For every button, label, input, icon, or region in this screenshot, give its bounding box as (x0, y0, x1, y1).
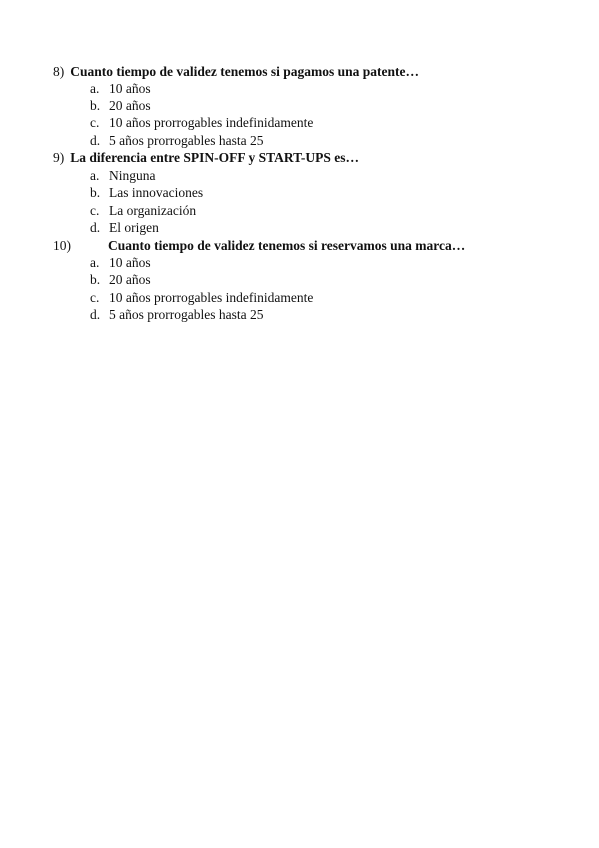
option-letter: b. (90, 98, 101, 113)
option-text: 10 años prorrogables indefinidamente (109, 290, 314, 305)
option-10d (90, 306, 263, 323)
question-text: La diferencia entre SPIN-OFF y START-UPS es… (70, 150, 360, 165)
option-9a (90, 167, 156, 184)
question-number: 8) (53, 64, 65, 79)
option-10b (90, 271, 151, 288)
option-8d (90, 132, 263, 149)
option-text: Ninguna (109, 168, 156, 183)
question-number: 9) (53, 150, 65, 165)
question-9 (53, 149, 359, 166)
option-letter: d. (90, 220, 101, 235)
option-letter: c. (90, 290, 100, 305)
option-text: 5 años prorrogables hasta 25 (109, 307, 264, 322)
option-text: 10 años prorrogables indefinidamente (109, 115, 314, 130)
option-text: 10 años (109, 81, 151, 96)
option-letter: c. (90, 115, 100, 130)
option-text: 5 años prorrogables hasta 25 (109, 133, 264, 148)
option-9d (90, 219, 159, 236)
option-letter: c. (90, 203, 100, 218)
option-letter: d. (90, 133, 101, 148)
option-8a (90, 80, 151, 97)
option-text: La organización (109, 203, 197, 218)
option-text: 20 años (109, 98, 151, 113)
option-9b (90, 184, 203, 201)
question-number: 10) (53, 238, 71, 253)
option-text: 10 años (109, 255, 151, 270)
option-text: El origen (109, 220, 159, 235)
option-letter: a. (90, 168, 100, 183)
option-letter: d. (90, 307, 101, 322)
option-letter: a. (90, 255, 100, 270)
option-text: 20 años (109, 272, 151, 287)
question-10 (53, 237, 465, 254)
question-text: Cuanto tiempo de validez tenemos si pagamos una patente… (70, 64, 420, 79)
option-10a (90, 254, 151, 271)
option-9c (90, 202, 196, 219)
option-letter: a. (90, 81, 100, 96)
option-8b (90, 97, 151, 114)
option-8c (90, 114, 313, 131)
option-letter: b. (90, 185, 101, 200)
option-10c (90, 289, 313, 306)
option-text: Las innovaciones (109, 185, 204, 200)
question-text: Cuanto tiempo de validez tenemos si reservamos una marca… (108, 238, 466, 253)
option-letter: b. (90, 272, 101, 287)
question-8 (53, 63, 419, 80)
